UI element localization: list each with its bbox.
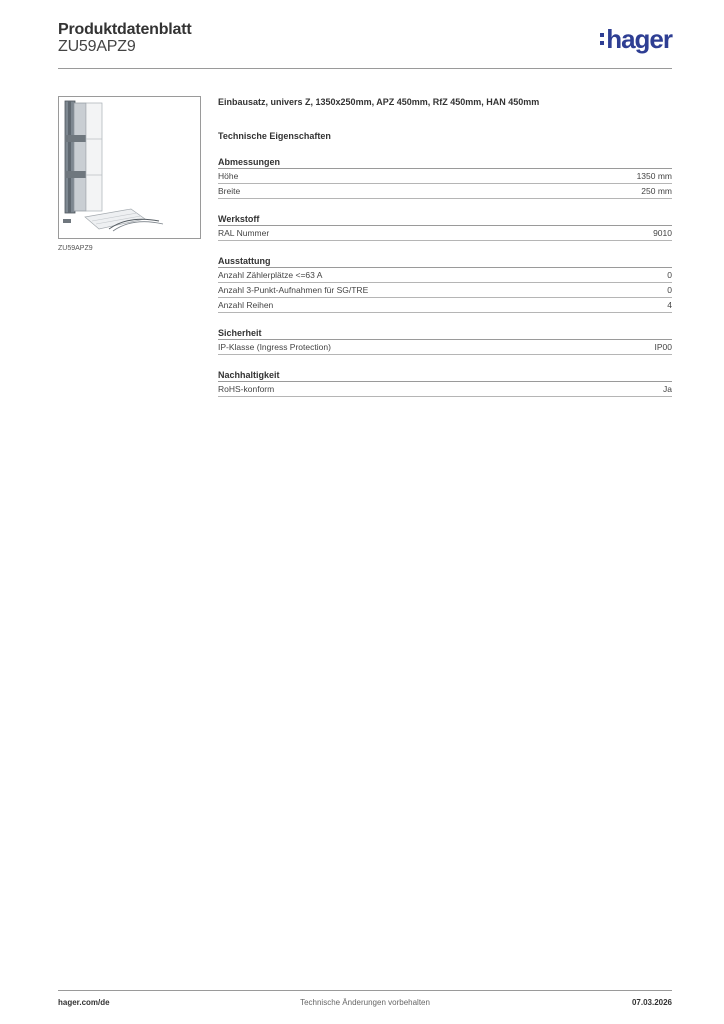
property-value: 0 [667,270,672,280]
section-title: Nachhaltigkeit [218,369,672,382]
product-illustration-icon [59,97,200,238]
footer-date: 07.03.2026 [631,998,672,1007]
property-row [218,268,672,283]
hager-logo [600,25,672,53]
technical-properties-heading: Technische Eigenschaften [218,131,331,141]
property-label: Anzahl 3-Punkt-Aufnahmen für SG/TRE [218,285,369,295]
section-werkstoff [218,213,672,241]
property-value: 0 [667,285,672,295]
property-row [218,184,672,199]
product-description: Einbausatz, univers Z, 1350x250mm, APZ 450mm, RfZ 450mm, HAN 450mm [218,97,540,107]
property-value: 9010 [653,228,672,238]
property-row [218,298,672,313]
property-label: IP-Klasse (Ingress Protection) [218,342,331,352]
property-label: RAL Nummer [218,228,270,238]
footer-divider [58,990,672,991]
section-ausstattung [218,255,672,313]
section-title: Ausstattung [218,255,672,268]
section-title: Werkstoff [218,213,672,226]
property-row [218,340,672,355]
property-value: 4 [667,300,672,310]
logo-wordmark: hager [606,24,672,54]
property-label: RoHS-konform [218,384,275,394]
property-value: IP00 [654,342,672,352]
section-abmessungen [218,156,672,199]
property-row [218,382,672,397]
property-value: Ja [663,384,672,394]
section-nachhaltigkeit [218,369,672,397]
property-label: Höhe [218,171,239,181]
footer-website-link[interactable]: hager.com/de [58,998,110,1007]
page-footer [58,998,672,1010]
property-label: Anzahl Zählerplätze <=63 A [218,270,323,280]
property-row [218,226,672,241]
logo-dots-icon [600,33,604,45]
image-caption: ZU59APZ9 [58,245,93,252]
section-title: Abmessungen [218,156,672,169]
page-header [58,21,672,68]
header-divider [58,68,672,69]
property-row [218,283,672,298]
property-value: 250 mm [641,186,672,196]
product-code: ZU59APZ9 [58,38,136,55]
document-title: Produktdatenblatt [58,21,192,38]
footer-disclaimer: Technische Änderungen vorbehalten [300,998,430,1007]
product-image [58,96,201,239]
property-label: Breite [218,186,241,196]
property-value: 1350 mm [636,171,672,181]
section-sicherheit [218,327,672,355]
product-details [218,96,672,397]
property-label: Anzahl Reihen [218,300,274,310]
section-title: Sicherheit [218,327,672,340]
property-row [218,169,672,184]
